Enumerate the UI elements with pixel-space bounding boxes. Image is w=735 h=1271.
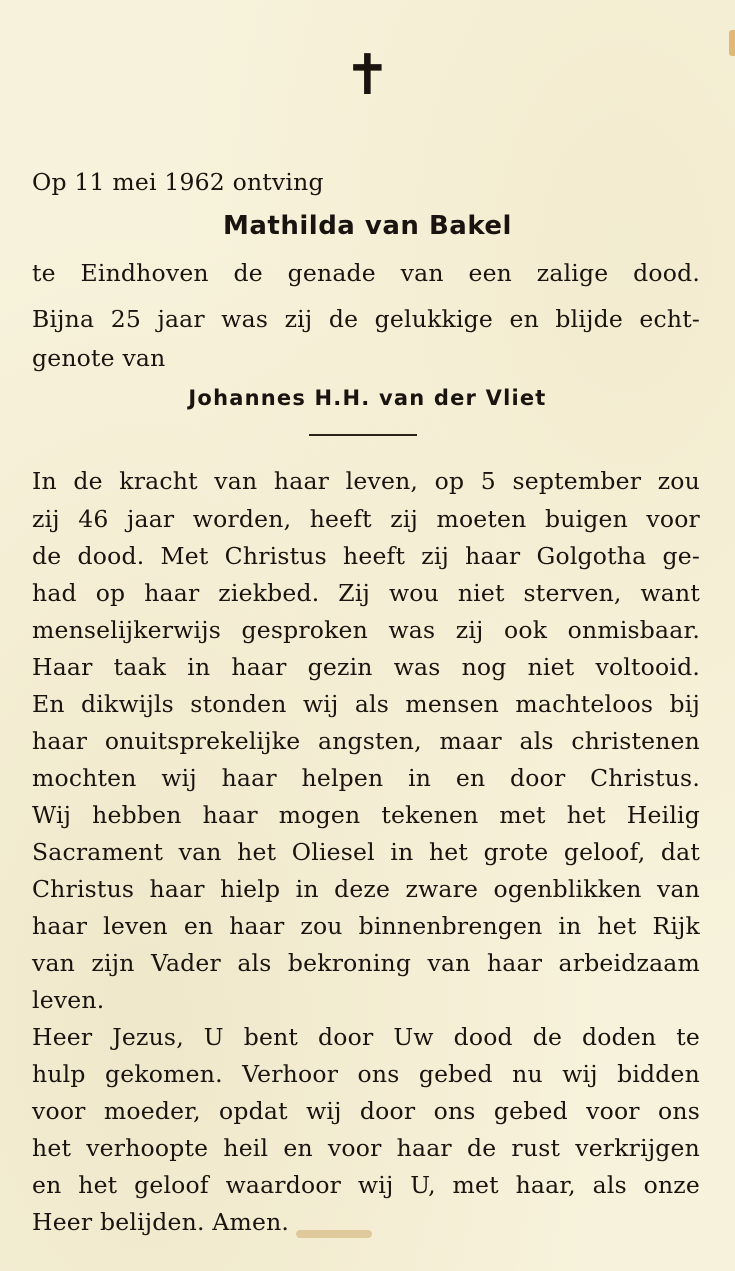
- text-line: haar leven en haar zou binnenbrengen in het Rijk: [32, 912, 700, 940]
- text-line: Heer belijden. Amen.: [32, 1208, 290, 1236]
- text-line: Christus haar hielp in deze zware ogenblikken van: [32, 875, 700, 903]
- text-line: menselijkerwijs gesproken was zij ook onmisbaar.: [32, 616, 700, 644]
- text-line: zij 46 jaar worden, heeft zij moeten buigen voor: [32, 505, 700, 533]
- paper-stain: [296, 1230, 372, 1238]
- intro-line: Op 11 mei 1962 ontving: [32, 168, 324, 196]
- text-line: had op haar ziekbed. Zij wou niet sterven, want: [32, 579, 700, 607]
- text-line: Bijna 25 jaar was zij de gelukkige en blijde echt-: [32, 305, 700, 333]
- text-line: de dood. Met Christus heeft zij haar Golgotha ge-: [32, 542, 700, 570]
- text-line: van zijn Vader als bekroning van haar arbeidzaam: [32, 949, 700, 977]
- text-line: In de kracht van haar leven, op 5 september zou: [32, 467, 700, 495]
- husband-name: Johannes H.H. van der Vliet: [188, 386, 547, 410]
- text-line: En dikwijls stonden wij als mensen machteloos bij: [32, 690, 700, 718]
- text-line: Wij hebben haar mogen tekenen met het Heilig: [32, 801, 700, 829]
- text-line: voor moeder, opdat wij door ons gebed voor ons: [32, 1097, 700, 1125]
- text-line: hulp gekomen. Verhoor ons gebed nu wij bidden: [32, 1060, 700, 1088]
- text-line: genote van: [32, 344, 166, 372]
- text-line: en het geloof waardoor wij U, met haar, als onze: [32, 1171, 700, 1199]
- deceased-name: Mathilda van Bakel: [223, 211, 512, 241]
- divider-line: [309, 434, 417, 436]
- text-line: te Eindhoven de genade van een zalige dood.: [32, 259, 700, 287]
- text-line: het verhoopte heil en voor haar de rust verkrijgen: [32, 1134, 700, 1162]
- text-line: mochten wij haar helpen in en door Christus.: [32, 764, 700, 792]
- text-line: Sacrament van het Oliesel in het grote geloof, dat: [32, 838, 700, 866]
- text-line: Heer Jezus, U bent door Uw dood de doden te: [32, 1023, 700, 1051]
- cross-icon: ✝: [344, 43, 391, 108]
- text-line: Haar taak in haar gezin was nog niet voltooid.: [32, 653, 700, 681]
- text-line: leven.: [32, 986, 105, 1014]
- text-line: haar onuitsprekelijke angsten, maar als christenen: [32, 727, 700, 755]
